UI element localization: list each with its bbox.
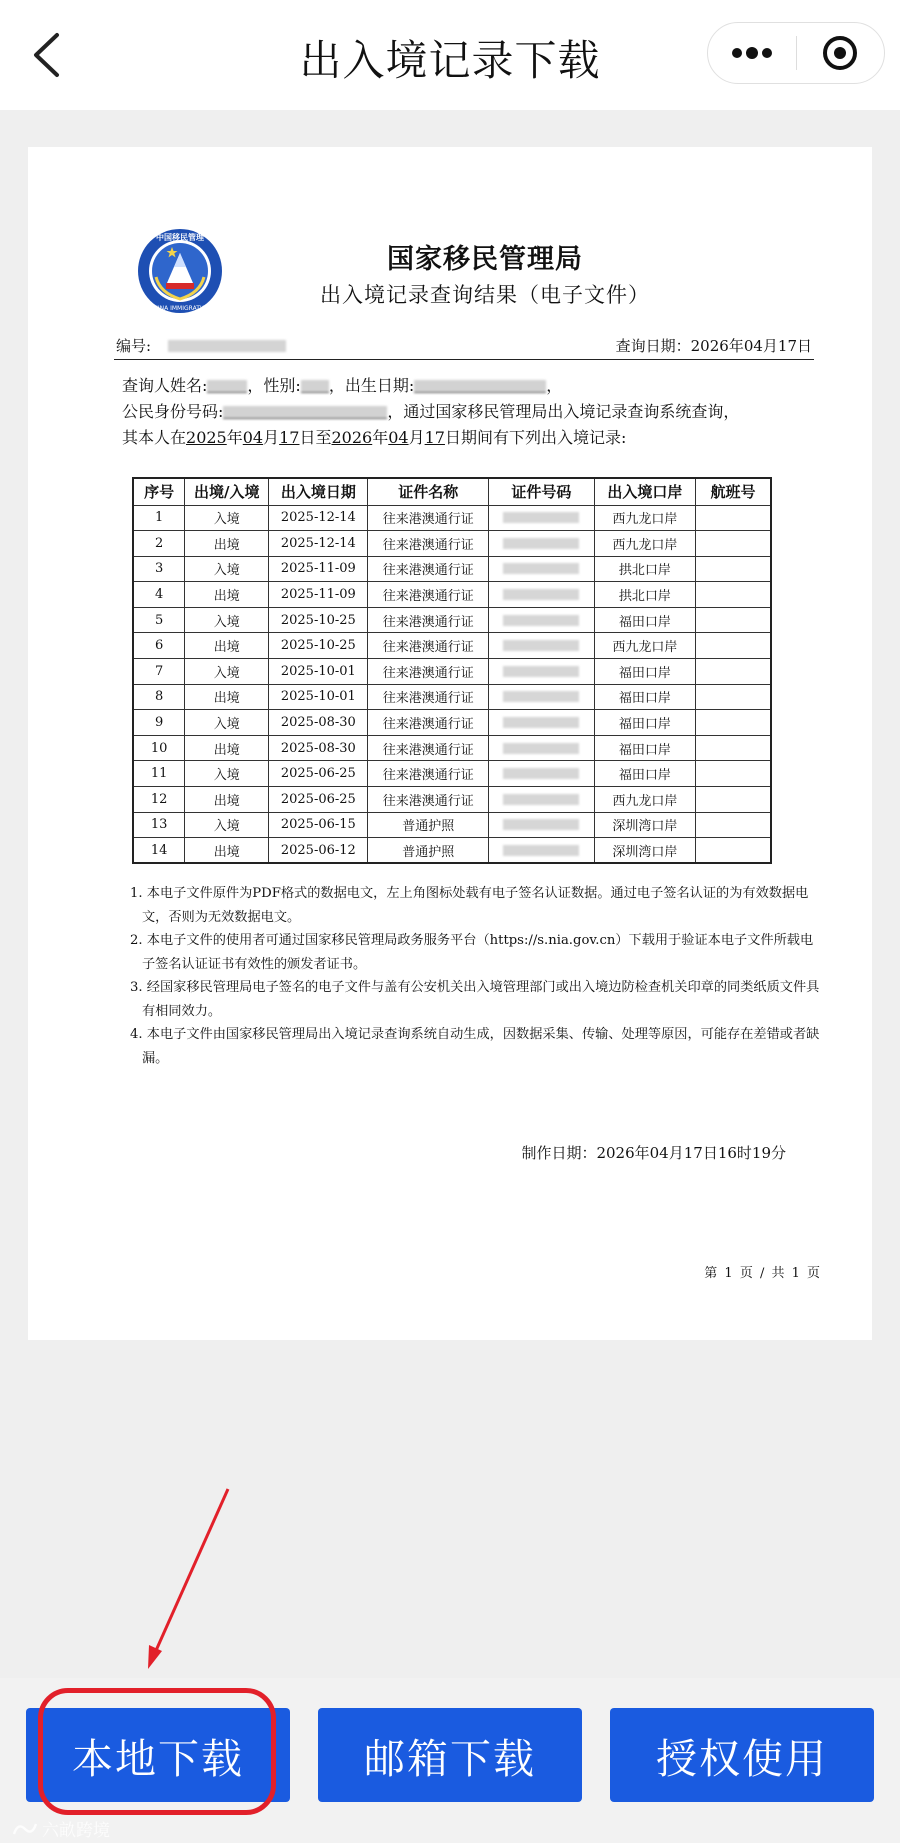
table-row <box>133 684 771 710</box>
cell-seq: 13 <box>133 812 185 838</box>
day-to-label: 日至 <box>299 428 332 447</box>
cell-flight-number <box>696 633 772 659</box>
redacted-block <box>503 640 579 651</box>
cell-document-number-redacted <box>489 531 595 557</box>
redacted-block <box>503 589 579 600</box>
id-number-line <box>122 399 739 422</box>
table-row <box>133 505 771 531</box>
serial-number-redacted <box>168 340 286 352</box>
table-row <box>133 710 771 736</box>
cell-port: 福田口岸 <box>594 659 695 685</box>
redacted-block <box>503 717 579 728</box>
cell-direction: 出境 <box>185 787 269 813</box>
cell-port: 深圳湾口岸 <box>594 838 695 864</box>
more-menu-button[interactable] <box>708 23 796 83</box>
table-row <box>133 812 771 838</box>
cell-flight-number <box>696 659 772 685</box>
redacted-block <box>503 512 579 523</box>
cell-document-number-redacted <box>489 607 595 633</box>
cell-flight-number <box>696 787 772 813</box>
redacted-block <box>503 845 579 856</box>
cell-document-type: 往来港澳通行证 <box>368 761 489 787</box>
cell-date: 2025-06-15 <box>269 812 368 838</box>
redacted-block <box>503 615 579 626</box>
cell-port: 福田口岸 <box>594 684 695 710</box>
cell-document-type: 往来港澳通行证 <box>368 607 489 633</box>
col-header: 出入境口岸 <box>594 478 695 505</box>
email-download-button[interactable]: 邮箱下载 <box>318 1708 582 1802</box>
redacted-block <box>503 819 579 830</box>
cell-document-number-redacted <box>489 684 595 710</box>
table-row <box>133 761 771 787</box>
cell-seq: 1 <box>133 505 185 531</box>
cell-port: 拱北口岸 <box>594 556 695 582</box>
cell-direction: 入境 <box>185 761 269 787</box>
cell-document-number-redacted <box>489 556 595 582</box>
cell-port: 福田口岸 <box>594 710 695 736</box>
more-dots-icon <box>730 46 774 60</box>
cell-seq: 3 <box>133 556 185 582</box>
redacted-block <box>503 768 579 779</box>
birthdate-label: ，出生日期: <box>328 376 415 395</box>
page-number: 第 1 页 / 共 1 页 <box>704 1266 820 1281</box>
notes-list <box>122 882 822 1070</box>
date-range-line <box>122 425 626 448</box>
cell-port: 福田口岸 <box>594 735 695 761</box>
svg-text:中国移民管理: 中国移民管理 <box>156 233 204 242</box>
cell-seq: 7 <box>133 659 185 685</box>
redacted-block <box>503 691 579 702</box>
cell-seq: 12 <box>133 787 185 813</box>
cell-flight-number <box>696 710 772 736</box>
cell-date: 2025-12-14 <box>269 531 368 557</box>
cell-document-type: 往来港澳通行证 <box>368 582 489 608</box>
note-item: 2. 本电子文件的使用者可通过国家移民管理局政务服务平台（https://s.nia.gov.cn）下载用于验证本电子文件所载电子签名认证证书有效性的颁发者证书。 <box>130 933 814 972</box>
cell-document-type: 往来港澳通行证 <box>368 505 489 531</box>
table-row <box>133 607 771 633</box>
query-date: 查询日期：2026年04月17日 <box>615 337 812 355</box>
table-row <box>133 633 771 659</box>
col-header: 序号 <box>133 478 185 505</box>
table-row <box>133 531 771 557</box>
cell-flight-number <box>696 505 772 531</box>
col-header: 航班号 <box>696 478 772 505</box>
month-label: 月 <box>408 428 425 447</box>
records-table <box>132 477 772 864</box>
cell-seq: 4 <box>133 582 185 608</box>
table-row <box>133 838 771 864</box>
cell-port: 拱北口岸 <box>594 582 695 608</box>
cell-date: 2025-06-12 <box>269 838 368 864</box>
cell-document-number-redacted <box>489 812 595 838</box>
cell-date: 2025-11-09 <box>269 556 368 582</box>
gender-label: ，性别: <box>247 376 301 395</box>
cell-document-type: 普通护照 <box>368 838 489 864</box>
cell-seq: 2 <box>133 531 185 557</box>
local-download-button[interactable]: 本地下载 <box>26 1708 290 1802</box>
cell-document-number-redacted <box>489 787 595 813</box>
document-org-name: 国家移民管理局 <box>387 244 583 275</box>
target-icon <box>821 34 859 72</box>
page-title: 出入境记录下载 <box>299 36 601 85</box>
cell-document-type: 往来港澳通行证 <box>368 735 489 761</box>
redacted-block <box>503 743 579 754</box>
note-item: 3. 经国家移民管理局电子签名的电子文件与盖有公安机关出入境管理部门或出入境边防检查机关印章的同类纸质文件具有相同效力。 <box>130 980 820 1019</box>
cell-seq: 10 <box>133 735 185 761</box>
cell-date: 2025-08-30 <box>269 735 368 761</box>
cell-date: 2025-10-01 <box>269 659 368 685</box>
svg-text:CHINA IMMIGRATION: CHINA IMMIGRATION <box>149 305 211 312</box>
cell-document-type: 往来港澳通行证 <box>368 556 489 582</box>
id-number-redacted <box>223 406 387 419</box>
document-meta-line <box>114 332 814 360</box>
cell-document-number-redacted <box>489 633 595 659</box>
cell-document-type: 往来港澳通行证 <box>368 684 489 710</box>
table-row <box>133 735 771 761</box>
watermark-text: 六畝跨境 <box>42 1821 110 1841</box>
cell-direction: 出境 <box>185 531 269 557</box>
cell-direction: 入境 <box>185 556 269 582</box>
cell-direction: 入境 <box>185 505 269 531</box>
cell-seq: 11 <box>133 761 185 787</box>
cell-seq: 5 <box>133 607 185 633</box>
name-redacted <box>207 380 247 393</box>
nav-bar <box>0 0 900 110</box>
cell-date: 2025-08-30 <box>269 710 368 736</box>
cell-seq: 14 <box>133 838 185 864</box>
annotation-arrow-icon <box>140 1485 240 1675</box>
to-month: 04 <box>388 428 409 447</box>
cell-direction: 出境 <box>185 838 269 864</box>
cell-date: 2025-10-01 <box>269 684 368 710</box>
cell-direction: 出境 <box>185 633 269 659</box>
note-item: 1. 本电子文件原件为PDF格式的数据电文，左上角图标处载有电子签名认证数据。通过电子签名认证的为有效数据电文，否则为无效数据电文。 <box>130 886 809 925</box>
cell-seq: 9 <box>133 710 185 736</box>
id-number-label: 公民身份号码: <box>122 402 224 421</box>
cell-date: 2025-12-14 <box>269 505 368 531</box>
cell-direction: 出境 <box>185 582 269 608</box>
cell-port: 西九龙口岸 <box>594 505 695 531</box>
cell-flight-number <box>696 582 772 608</box>
watermark <box>12 1816 110 1841</box>
table-row <box>133 556 771 582</box>
document-preview <box>28 147 872 1340</box>
cell-direction: 入境 <box>185 607 269 633</box>
cell-date: 2025-10-25 <box>269 633 368 659</box>
from-day: 17 <box>279 428 300 447</box>
close-mini-program-button[interactable] <box>797 23 885 83</box>
cell-document-number-redacted <box>489 735 595 761</box>
redacted-block <box>503 794 579 805</box>
redacted-block <box>503 666 579 677</box>
gender-redacted <box>301 380 329 393</box>
query-statement: ，通过国家移民管理局出入境记录查询系统查询， <box>387 402 740 421</box>
personal-info-line <box>122 373 562 396</box>
mini-program-capsule <box>707 22 885 84</box>
col-header: 出入境日期 <box>269 478 368 505</box>
redacted-block <box>503 563 579 574</box>
date-range-prefix: 其本人在 <box>122 428 187 447</box>
cell-document-type: 普通护照 <box>368 812 489 838</box>
table-row <box>133 582 771 608</box>
annotation-highlight-ring <box>38 1688 276 1815</box>
cell-date: 2025-10-25 <box>269 607 368 633</box>
cell-document-type: 往来港澳通行证 <box>368 659 489 685</box>
cell-flight-number <box>696 812 772 838</box>
cell-port: 西九龙口岸 <box>594 531 695 557</box>
cell-document-number-redacted <box>489 659 595 685</box>
cell-direction: 入境 <box>185 710 269 736</box>
cell-seq: 6 <box>133 633 185 659</box>
year-label: 年 <box>372 428 389 447</box>
cell-document-number-redacted <box>489 505 595 531</box>
name-label: 查询人姓名: <box>122 376 208 395</box>
cell-document-number-redacted <box>489 761 595 787</box>
month-label: 月 <box>263 428 280 447</box>
cell-document-number-redacted <box>489 838 595 864</box>
cell-port: 深圳湾口岸 <box>594 812 695 838</box>
made-date: 制作日期：2026年04月17日16时19分 <box>521 1144 786 1162</box>
document-subtitle: 出入境记录查询结果（电子文件） <box>320 283 650 307</box>
col-header: 出境/入境 <box>185 478 269 505</box>
to-day: 17 <box>424 428 445 447</box>
cell-port: 福田口岸 <box>594 607 695 633</box>
cell-flight-number <box>696 684 772 710</box>
cell-date: 2025-06-25 <box>269 761 368 787</box>
note-item: 4. 本电子文件由国家移民管理局出入境记录查询系统自动生成，因数据采集、传输、处理等原因，可能存在差错或者缺漏。 <box>130 1027 820 1066</box>
cell-date: 2025-11-09 <box>269 582 368 608</box>
cell-flight-number <box>696 735 772 761</box>
birthdate-redacted <box>414 380 546 393</box>
cell-direction: 入境 <box>185 812 269 838</box>
cell-flight-number <box>696 607 772 633</box>
comma: ， <box>546 376 563 395</box>
from-month: 04 <box>242 428 264 447</box>
cell-flight-number <box>696 838 772 864</box>
cell-flight-number <box>696 531 772 557</box>
cell-flight-number <box>696 761 772 787</box>
cell-date: 2025-06-25 <box>269 787 368 813</box>
date-range-suffix: 日期间有下列出入境记录: <box>444 428 627 447</box>
table-row <box>133 659 771 685</box>
redacted-block <box>503 538 579 549</box>
cell-document-type: 往来港澳通行证 <box>368 710 489 736</box>
watermark-logo-icon <box>12 1820 38 1838</box>
cell-document-type: 往来港澳通行证 <box>368 633 489 659</box>
to-year: 2026 <box>331 428 373 447</box>
cell-direction: 出境 <box>185 735 269 761</box>
cell-document-number-redacted <box>489 710 595 736</box>
cell-document-type: 往来港澳通行证 <box>368 531 489 557</box>
serial-number-label: 编号: <box>116 337 152 355</box>
table-header-row <box>133 478 771 505</box>
cell-port: 福田口岸 <box>594 761 695 787</box>
cell-direction: 入境 <box>185 659 269 685</box>
cell-document-number-redacted <box>489 582 595 608</box>
cell-seq: 8 <box>133 684 185 710</box>
cell-port: 西九龙口岸 <box>594 633 695 659</box>
cell-port: 西九龙口岸 <box>594 787 695 813</box>
col-header: 证件名称 <box>368 478 489 505</box>
authorize-use-button[interactable]: 授权使用 <box>610 1708 874 1802</box>
from-year: 2025 <box>186 428 227 447</box>
col-header: 证件号码 <box>489 478 595 505</box>
table-row <box>133 787 771 813</box>
year-label: 年 <box>226 428 243 447</box>
cell-document-type: 往来港澳通行证 <box>368 787 489 813</box>
cell-flight-number <box>696 556 772 582</box>
cell-direction: 出境 <box>185 684 269 710</box>
